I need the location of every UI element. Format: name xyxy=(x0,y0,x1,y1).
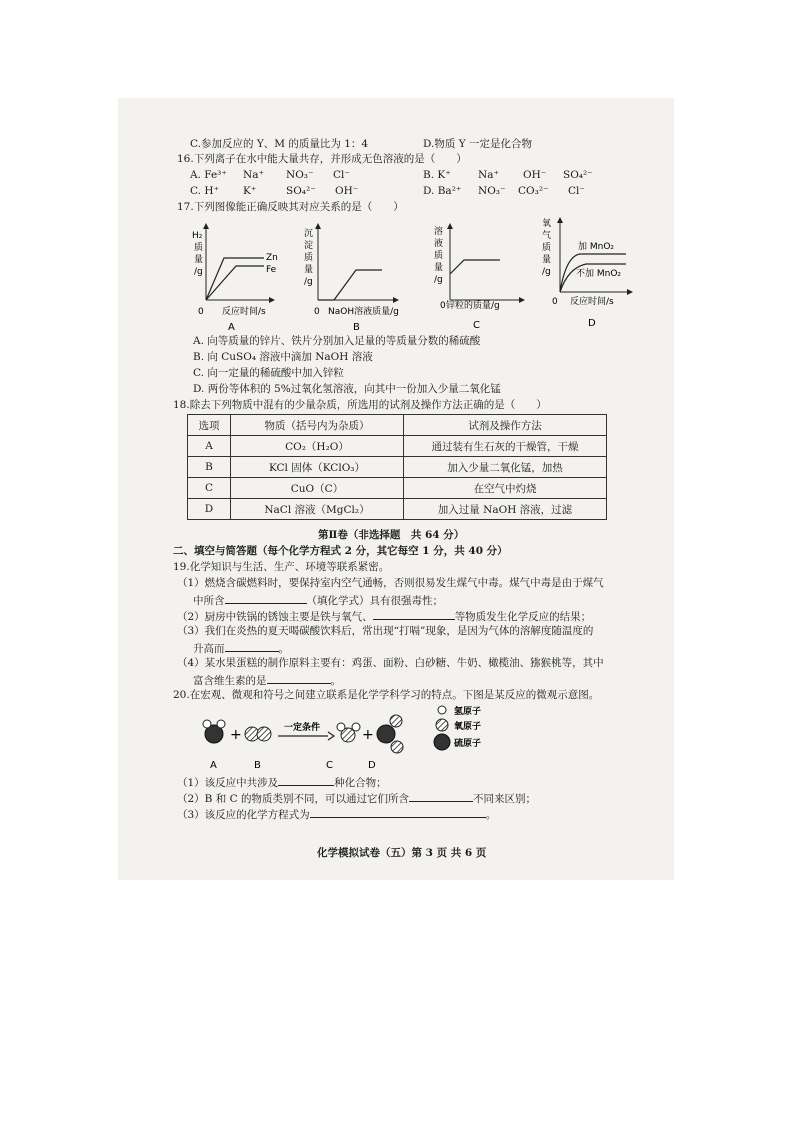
graph-b-origin: 0 xyxy=(314,307,320,317)
q19-4-line2: 富含维生素的是 。 xyxy=(193,672,341,688)
graph-c-origin: 0 xyxy=(440,301,446,311)
legend xyxy=(434,705,481,750)
graph-b xyxy=(304,226,399,333)
molecule-d xyxy=(377,715,403,753)
graph-d-xlabel: 反应时间/s xyxy=(570,297,614,307)
q17-option-a: A. 向等质量的锌片、铁片分别加入足量的等质量分数的稀硫酸 xyxy=(193,335,481,347)
graph-a xyxy=(192,226,278,333)
q16-c-4: OH⁻ xyxy=(335,185,359,197)
q20-3: （3）该反应的化学方程式为 。 xyxy=(177,806,496,822)
table-cell: B xyxy=(188,457,231,478)
q19-4-line1: （4）某水果蛋糕的制作原料主要有：鸡蛋、面粉、白砂糖、牛奶、橄榄油、猕猴桃等，其中 xyxy=(177,657,604,669)
svg-text:氧: 氧 xyxy=(542,219,552,229)
graph-d-mno2-label: 加 MnO₂ xyxy=(578,242,615,252)
graph-a-letter: A xyxy=(228,322,235,333)
q19-2: （2）厨房中铁锅的锈蚀主要是铁与氧气、 等物质发生化学反应的结果； xyxy=(177,608,591,624)
section-heading: 二、填空与简答题（每个化学方程式 2 分，其它每空 1 分，共 40 分） xyxy=(173,545,508,557)
graph-a-fe-label: Fe xyxy=(266,265,277,275)
q16-d-2: NO₃⁻ xyxy=(478,185,506,197)
table-header: 物质（括号内为杂质） xyxy=(231,415,404,436)
q16-c-3: SO₄²⁻ xyxy=(286,185,316,197)
q17-stem: 17.下列图像能正确反映其对应关系的是（ ） xyxy=(177,201,404,213)
q18-stem: 18.除去下列物质中混有的少量杂质，所选用的试剂及操作方法正确的是（ ） xyxy=(173,399,547,411)
q20-1: （1）该反应中共涉及 种化合物； xyxy=(177,774,387,790)
graph-d xyxy=(542,217,630,329)
graph-a-origin: 0 xyxy=(198,307,204,317)
q19-blank-4[interactable] xyxy=(267,672,331,684)
table-header-row xyxy=(188,415,607,436)
q16-d-4: Cl⁻ xyxy=(568,185,585,197)
label-d: D xyxy=(368,760,376,771)
table-row xyxy=(188,436,607,457)
graph-c xyxy=(434,225,522,331)
q15-option-d: D.物质 Y 一定是化合物 xyxy=(423,138,532,150)
svg-text:质: 质 xyxy=(434,251,444,261)
part2-title: 第Ⅱ卷（非选择题 共 64 分） xyxy=(318,529,465,541)
table-header: 选项 xyxy=(188,415,231,436)
table-cell: A xyxy=(188,436,231,457)
q16-stem: 16.下列离子在水中能大量共存，并形成无色溶液的是（ ） xyxy=(177,153,467,165)
table-cell: D xyxy=(188,499,231,520)
q18-table xyxy=(187,414,607,520)
q20-blank-1[interactable] xyxy=(278,774,334,786)
graph-a-zn-label: Zn xyxy=(266,253,278,263)
table-row xyxy=(188,499,607,520)
q19-3-line1: （3）我们在炎热的夏天喝碳酸饮料后，常出现“打嗝”现象，是因为气体的溶解度随温度的 xyxy=(177,625,594,637)
svg-text:量: 量 xyxy=(542,255,552,265)
q17-option-d: D. 两份等体积的 5%过氧化氢溶液，向其中一份加入少量二氧化锰 xyxy=(193,383,501,395)
q16-b-4: SO₄²⁻ xyxy=(563,169,593,181)
q17-option-b: B. 向 CuSO₄ 溶液中滴加 NaOH 溶液 xyxy=(193,351,373,363)
graph-d-no-mno2-label: 不加 MnO₂ xyxy=(576,269,622,279)
svg-text:沉: 沉 xyxy=(304,229,314,239)
molecule-a xyxy=(203,720,225,743)
svg-text:/g: /g xyxy=(304,277,313,287)
legend-sulfur: 硫原子 xyxy=(454,739,482,749)
q15-option-c: C.参加反应的 Y、M 的质量比为 1：4 xyxy=(190,138,369,150)
q19-1-line1: （1）燃烧含碳燃料时，要保持室内空气通畅，否则很易发生煤气中毒。煤气中毒是由于煤气 xyxy=(177,577,604,589)
graph-c-letter: C xyxy=(473,320,480,331)
q17-graphs xyxy=(180,216,640,334)
q19-blank-3[interactable] xyxy=(225,640,279,652)
legend-oxygen: 氧原子 xyxy=(454,722,482,732)
table-cell: C xyxy=(188,478,231,499)
q16-c-2: K⁺ xyxy=(243,185,257,197)
graph-d-letter: D xyxy=(588,318,596,329)
q16-d-1: D. Ba²⁺ xyxy=(423,185,462,197)
q19-3-line2: 升高而 。 xyxy=(193,640,289,656)
q16-d-3: CO₃²⁻ xyxy=(518,185,549,197)
svg-text:质: 质 xyxy=(304,253,314,263)
reaction-condition: 一定条件 xyxy=(284,723,321,733)
graph-a-fe-line xyxy=(206,266,264,300)
q16-b-3: OH⁻ xyxy=(523,169,547,181)
page-footer: 化学模拟试卷（五）第 3 页 共 6 页 xyxy=(317,847,487,859)
q16-a-1: A. Fe³⁺ xyxy=(190,169,227,181)
svg-text:量: 量 xyxy=(194,255,204,265)
graph-b-line xyxy=(318,270,382,300)
table-cell: 通过装有生石灰的干燥管，干燥 xyxy=(404,436,607,457)
graph-c-line xyxy=(450,260,500,274)
svg-text:+: + xyxy=(230,727,242,743)
graph-b-letter: B xyxy=(353,322,360,333)
table-cell: KCl 固体（KClO₃） xyxy=(231,457,404,478)
q16-b-1: B. K⁺ xyxy=(423,169,451,181)
svg-text:气: 气 xyxy=(542,231,552,241)
svg-text:/g: /g xyxy=(434,275,443,285)
q16-a-2: Na⁺ xyxy=(243,169,264,181)
table-cell: 加入少量二氧化锰，加热 xyxy=(404,457,607,478)
q20-micro-diagram xyxy=(196,704,526,772)
svg-text:量: 量 xyxy=(304,265,314,275)
graph-b-xlabel: NaOH溶液质量/g xyxy=(328,307,399,317)
hydrogen-atom-icon xyxy=(438,706,446,714)
q19-blank-1[interactable] xyxy=(225,592,307,604)
q20-2: （2）B 和 C 的物质类别不同，可以通过它们所含 不同来区别； xyxy=(177,790,536,806)
table-header: 试剂及操作方法 xyxy=(404,415,607,436)
table-cell: 在空气中灼烧 xyxy=(404,478,607,499)
q20-blank-3[interactable] xyxy=(310,806,486,818)
q19-1-line2: 中所含 （填化学式）具有很强毒性； xyxy=(193,592,443,608)
graph-a-ylabel-1: H₂ xyxy=(192,231,203,241)
graph-d-origin: 0 xyxy=(552,297,558,307)
q16-b-2: Na⁺ xyxy=(478,169,499,181)
table-cell: CuO（C） xyxy=(231,478,404,499)
table-row xyxy=(188,457,607,478)
table-cell: NaCl 溶液（MgCl₂） xyxy=(231,499,404,520)
graph-c-xlabel: 锌粒的质量/g xyxy=(446,301,500,311)
label-a: A xyxy=(210,760,217,771)
molecule-b xyxy=(245,727,271,741)
q20-stem: 20.在宏观、微观和符号之间建立联系是化学学科学习的特点。下图是某反应的微观示意图。 xyxy=(173,689,600,701)
graph-a-zn-line xyxy=(206,258,264,300)
svg-text:溶: 溶 xyxy=(434,227,444,237)
svg-text:量: 量 xyxy=(434,263,444,273)
graph-a-xlabel: 反应时间/s xyxy=(222,307,266,317)
table-cell: 加入过量 NaOH 溶液，过滤 xyxy=(404,499,607,520)
q16-a-3: NO₃⁻ xyxy=(286,169,314,181)
svg-text:质: 质 xyxy=(542,243,552,253)
q19-stem: 19.化学知识与生活、生产、环境等联系紧密。 xyxy=(173,561,390,573)
label-c: C xyxy=(326,760,333,771)
svg-text:/g: /g xyxy=(542,267,551,277)
svg-text:液: 液 xyxy=(434,239,444,249)
label-b: B xyxy=(254,760,261,771)
q16-a-4: Cl⁻ xyxy=(333,169,350,181)
q16-c-1: C. H⁺ xyxy=(190,185,220,197)
q19-blank-2[interactable] xyxy=(373,608,455,620)
q17-option-c: C. 向一定量的稀硫酸中加入锌粒 xyxy=(193,367,344,379)
legend-hydrogen: 氢原子 xyxy=(454,707,482,717)
q20-blank-2[interactable] xyxy=(409,790,473,802)
oxygen-atom-icon xyxy=(436,719,448,731)
molecule-c xyxy=(337,723,360,742)
sulfur-atom-icon xyxy=(434,734,450,750)
table-row xyxy=(188,478,607,499)
svg-text:/g: /g xyxy=(194,267,203,277)
svg-text:质: 质 xyxy=(194,243,204,253)
svg-text:+: + xyxy=(362,727,374,743)
table-cell: CO₂（H₂O） xyxy=(231,436,404,457)
svg-text:淀: 淀 xyxy=(304,241,314,251)
